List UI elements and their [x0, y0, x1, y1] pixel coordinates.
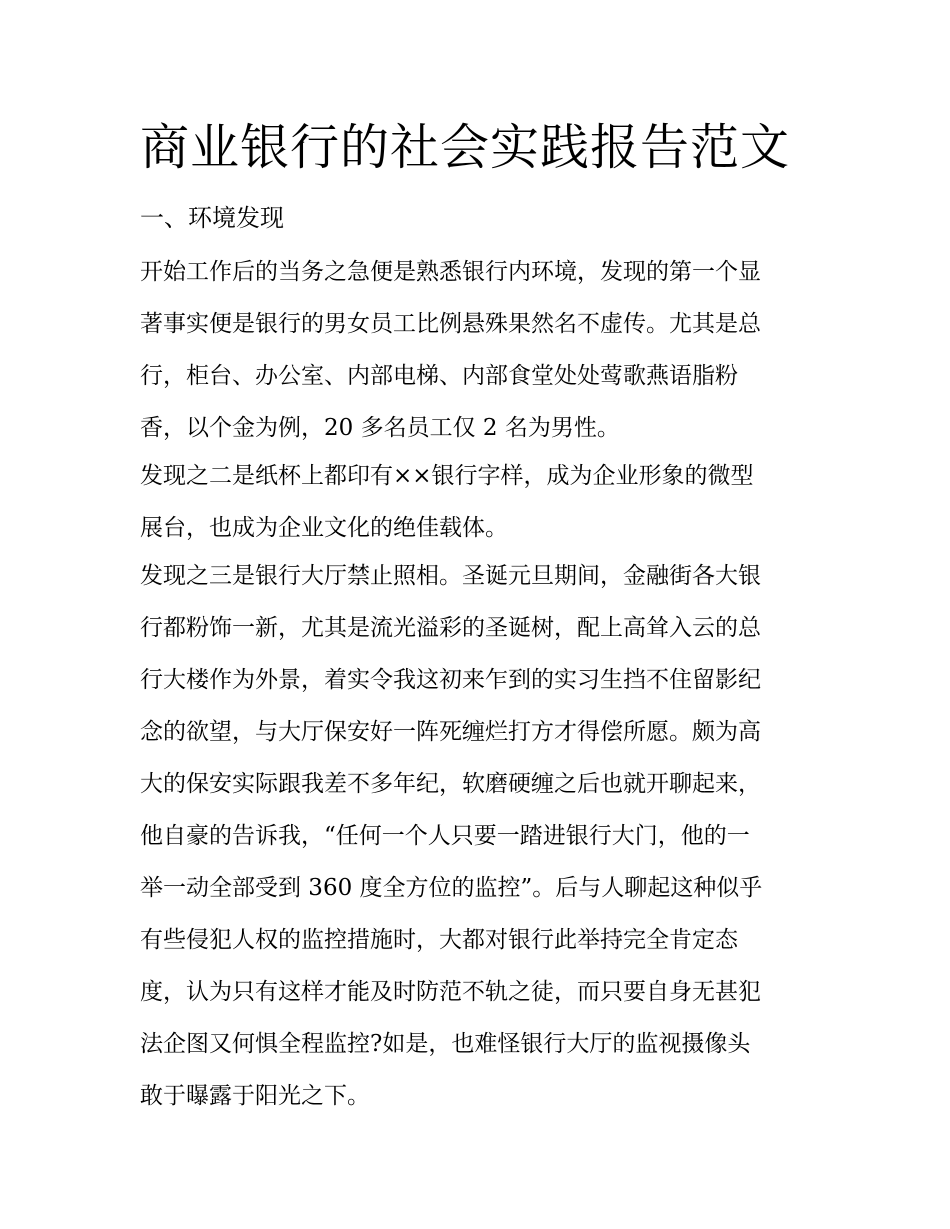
paragraph-line: 香，以个金为例，20 多名员工仅 2 名为男性。 [140, 415, 620, 441]
paragraph-line: 有些侵犯人权的监控措施时，大都对银行此举持完全肯定态 [140, 927, 738, 953]
paragraph-line: 举一动全部受到 360 度全方位的监控”。后与人聊起这种似乎 [140, 875, 763, 901]
paragraph-line: 敢于曝露于阳光之下。 [140, 1083, 370, 1109]
paragraph-line: 发现之二是纸杯上都印有××银行字样，成为企业形象的微型 [140, 463, 754, 489]
paragraph-1 [140, 246, 816, 454]
paragraph-line: 行都粉饰一新，尤其是流光溢彩的圣诞树，配上高耸入云的总 [140, 615, 761, 641]
paragraph-line: 行大楼作为外景，着实令我这初来乍到的实习生挡不住留影纪 [140, 667, 761, 693]
section-heading: 一、环境发现 [140, 204, 284, 232]
paragraph-line: 开始工作后的当务之急便是熟悉银行内环境，发现的第一个显 [140, 259, 761, 285]
paragraph-line: 发现之三是银行大厅禁止照相。圣诞元旦期间，金融街各大银 [140, 563, 761, 589]
paragraph-line: 行，柜台、办公室、内部电梯、内部食堂处处莺歌燕语脂粉 [140, 363, 738, 389]
paragraph-line: 度，认为只有这样才能及时防范不轨之徒，而只要自身无甚犯 [140, 979, 761, 1005]
document-page [140, 112, 816, 1118]
paragraph-line: 展台，也成为企业文化的绝佳载体。 [140, 515, 508, 541]
paragraph-line: 大的保安实际跟我差不多年纪，软磨硬缠之后也就开聊起来， [140, 771, 761, 797]
document-title: 商业银行的社会实践报告范文 [140, 119, 791, 176]
paragraph-3 [140, 550, 816, 1122]
paragraph-line: 念的欲望，与大厅保安好一阵死缠烂打方才得偿所愿。颇为高 [140, 719, 761, 745]
paragraph-line: 他自豪的告诉我，“任何一个人只要一踏进银行大门，他的一 [140, 823, 750, 849]
paragraph-line: 法企图又何惧全程监控?如是，也难怪银行大厅的监视摄像头 [140, 1031, 751, 1057]
paragraph-2 [140, 450, 816, 554]
paragraph-line: 著事实便是银行的男女员工比例悬殊果然名不虚传。尤其是总 [140, 311, 761, 337]
